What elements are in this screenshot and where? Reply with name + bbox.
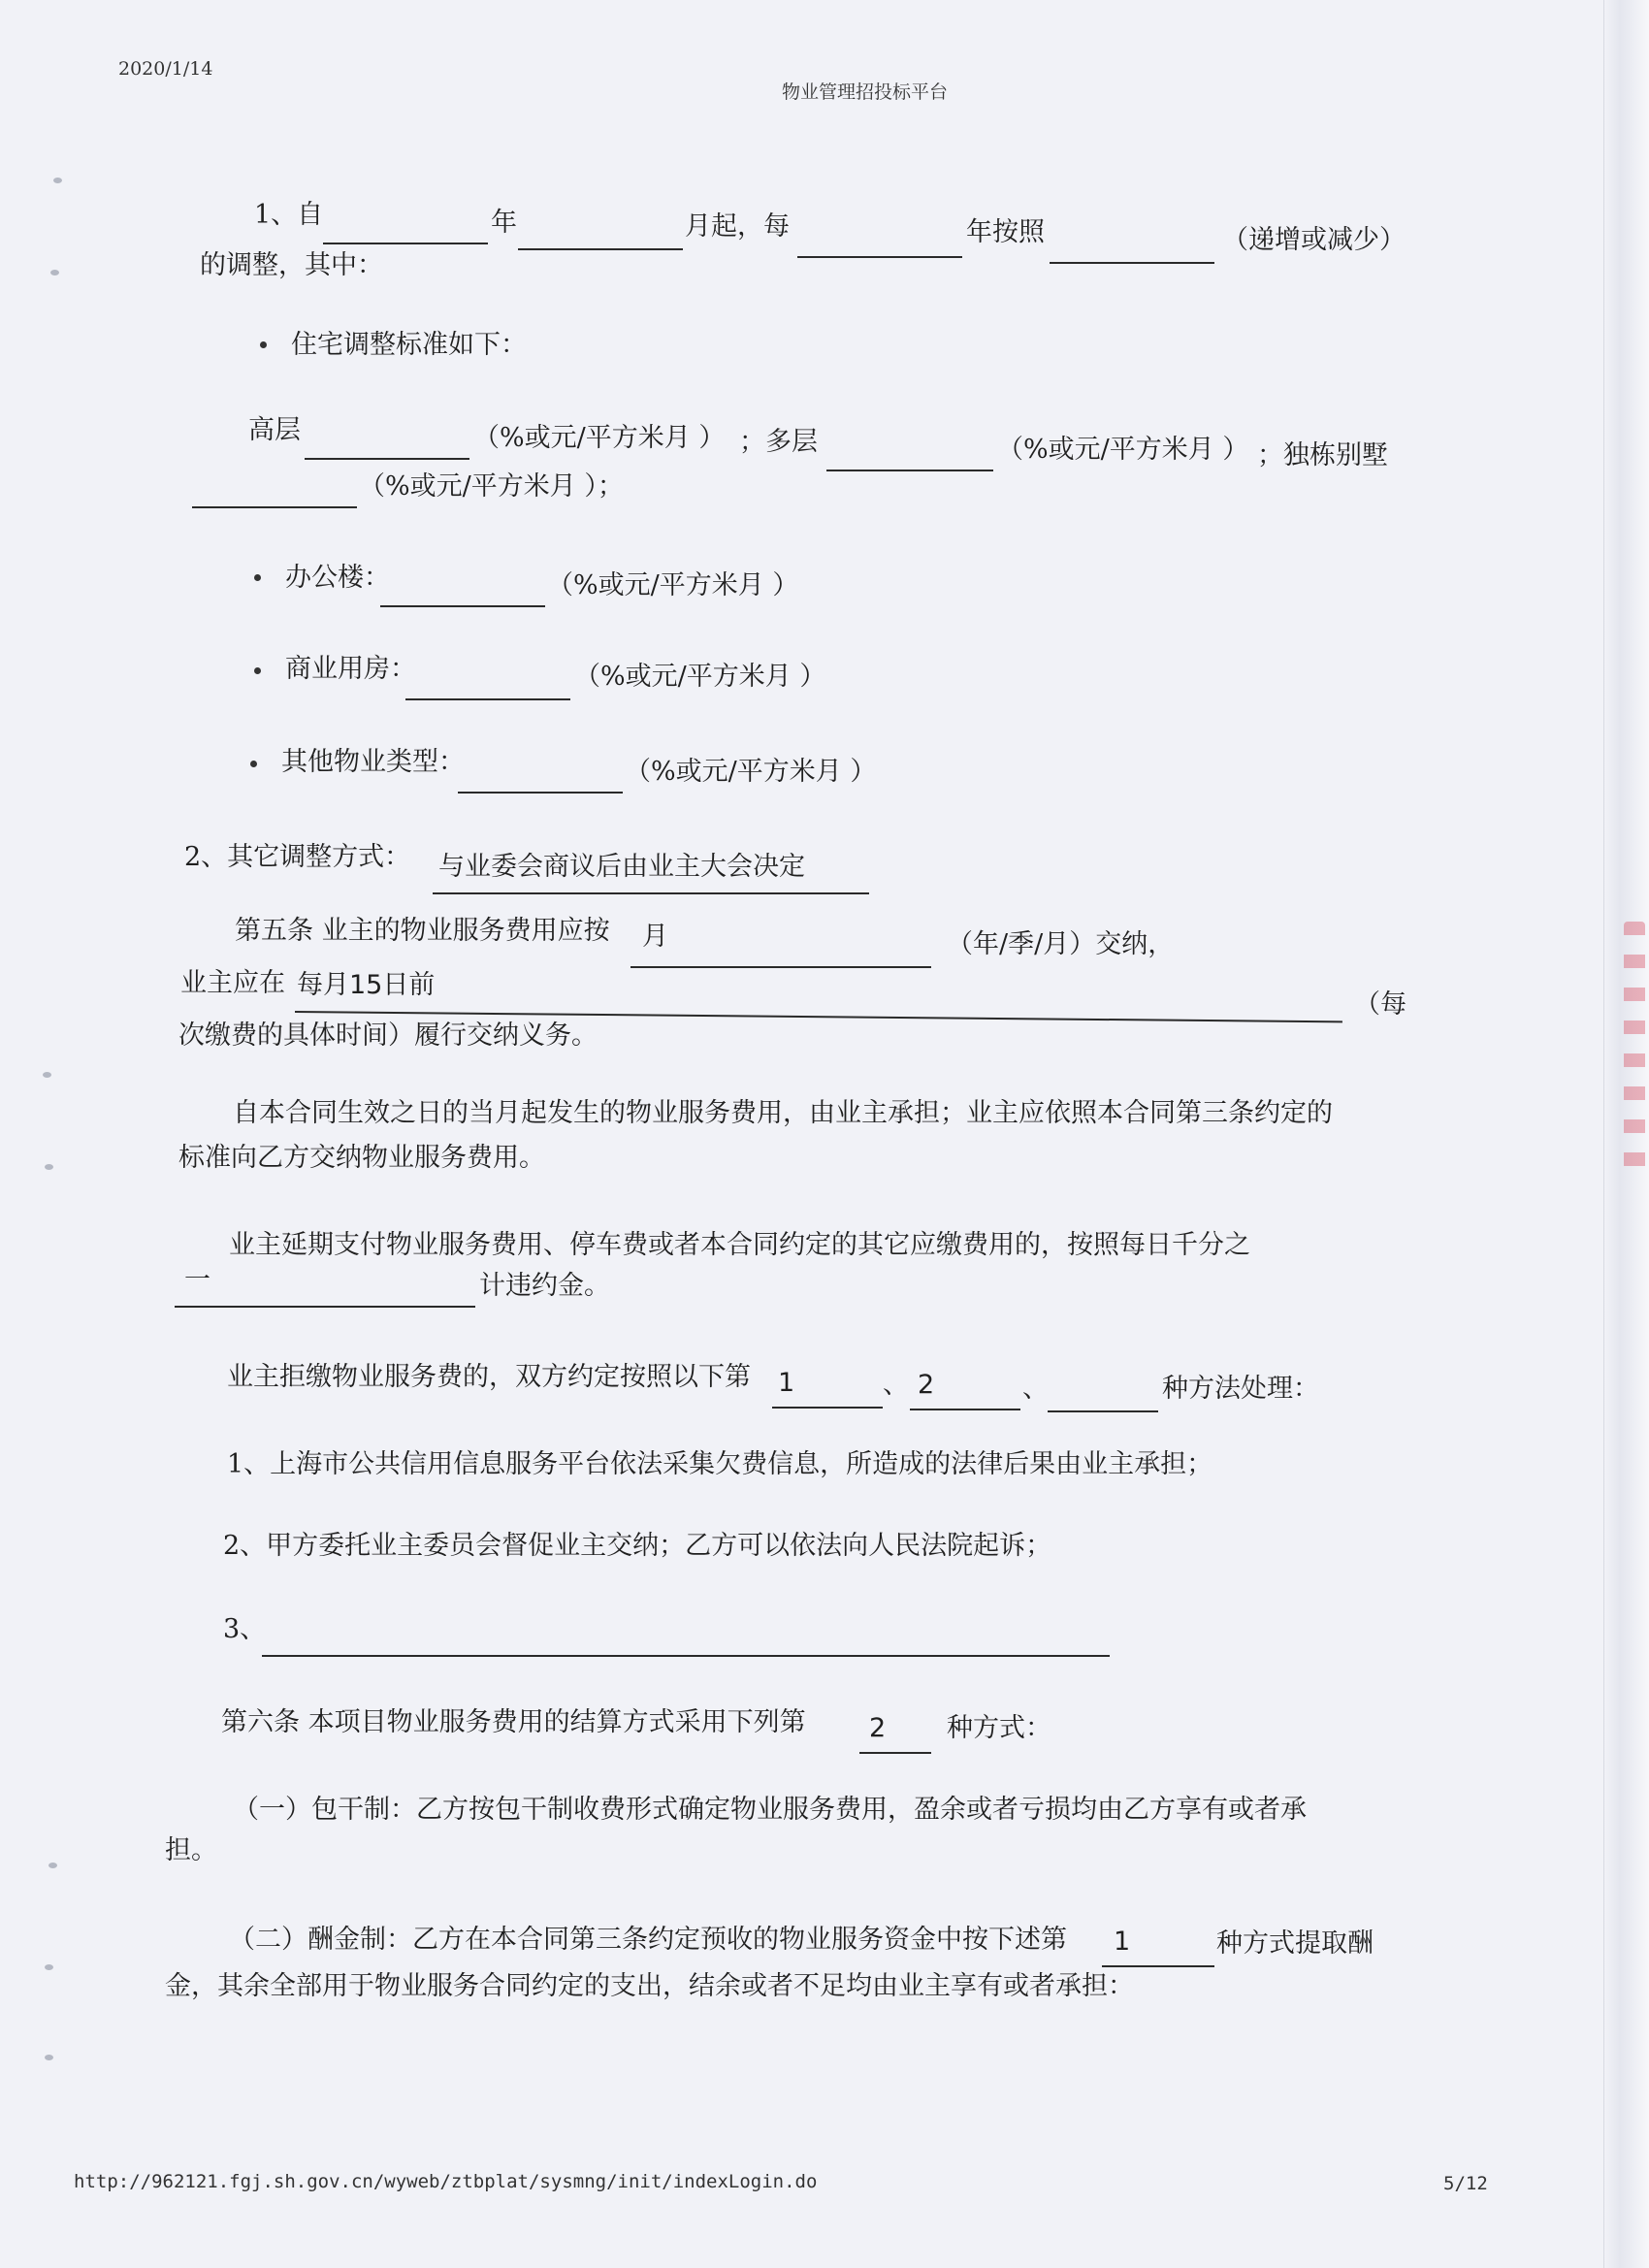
a6-p1-fill: 2 [869,1713,887,1743]
villa-label: ；独栋别墅 [1257,440,1388,470]
office-unit: （%或元/平方米月 ） [547,570,799,600]
highrise-label: 高层 [248,415,301,445]
blank-multistory [826,470,993,471]
bullet [250,761,257,767]
s1-line1-d: 年按照 [966,217,1045,247]
seal-stamp-fragment [1624,922,1645,1174]
page-number: 5/12 [1443,2173,1488,2194]
blank-method-2 [910,1409,1020,1410]
blank-settlement [859,1752,931,1754]
blank-pay-period [630,966,931,968]
a5-p8-b: 种方法处理： [1162,1374,1319,1404]
multistory-unit: （%或元/平方米月 ） [997,435,1249,465]
a5-p2-b: （每 [1354,989,1406,1020]
s1-line2: 的调整，其中： [200,250,383,280]
scan-dot [53,178,62,183]
a6-opt2-c: 金，其余全部用于物业服务合同约定的支出，结余或者不足均由业主享有或者承担： [165,1971,1134,2001]
a5-p2-a: 业主应在 [180,968,285,998]
blank-method-1 [772,1407,883,1409]
a5-p8-sep2: 、 [1022,1374,1049,1404]
blank-villa [192,506,357,508]
a5-p8-fill2: 2 [918,1370,935,1400]
a5-p8-sep1: 、 [883,1370,909,1400]
a6-opt1-a: （一）包干制：乙方按包干制收费形式确定物业服务费用，盈余或者亏损均由乙方享有或者承 [233,1795,1307,1825]
blank-commission [1102,1965,1214,1967]
villa-unit: （%或元/平方米月 ）； [359,471,624,502]
blank-commercial [405,698,570,700]
blank-rate [1050,262,1214,264]
a5-p7-fill: 一 [184,1265,210,1295]
s1-line1-a: 1、自 [254,200,324,230]
other-label: 其他物业类型： [281,747,465,777]
scan-dot [45,2055,53,2060]
bullet [260,341,267,348]
bullet [254,574,261,581]
blank-start-month [518,248,683,250]
other-unit: （%或元/平方米月 ） [625,757,877,787]
blank-s2 [433,892,869,894]
s2-value: 与业委会商议后由业主大会决定 [438,852,805,882]
s1-line1-b: 年 [491,208,517,238]
blank-penalty [175,1306,475,1308]
commercial-label: 商业用房： [285,654,416,684]
s2-label: 2、其它调整方式： [184,842,411,872]
scan-dot [50,270,59,275]
blank-highrise [305,458,469,460]
blank-other [458,792,623,794]
blank-office [380,605,545,607]
a6-opt2-fill: 1 [1114,1927,1131,1957]
highrise-unit: （%或元/平方米月 ） [473,423,726,453]
commercial-unit: （%或元/平方米月 ） [574,662,826,692]
a6-p1-b: 种方式： [947,1713,1051,1743]
residential-heading: 住宅调整标准如下： [291,330,527,360]
a5-p1-fill: 月 [642,922,668,952]
blank-method-3 [1048,1410,1158,1412]
a5-p1-b: （年/季/月）交纳， [947,929,1175,959]
a5-p8-fill1: 1 [778,1368,795,1398]
scan-dot [45,1964,53,1970]
a5-p5: 标准向乙方交纳物业服务费用。 [178,1143,545,1173]
a5-p8-a: 业主拒缴物业服务费的，双方约定按照以下第 [227,1362,751,1392]
a5-p1-a: 第五条 业主的物业服务费用应按 [235,916,610,946]
scan-dot [45,1164,53,1170]
blank-method-other [262,1655,1110,1657]
s1-line1-c: 月起，每 [685,211,790,242]
print-date: 2020/1/14 [118,58,213,80]
multistory-label: ；多层 [739,427,818,457]
site-title: 物业管理招投标平台 [782,81,949,103]
a5-p2-fill: 每月15日前 [297,970,436,1000]
scan-dot [48,1863,57,1868]
a6-opt2-a: （二）酬金制：乙方在本合同第三条约定预收的物业服务资金中按下述第 [229,1925,1067,1955]
footer-url: http://962121.fgj.sh.gov.cn/wyweb/ztbplat/sysmng/init/indexLogin.do [74,2171,818,2192]
scan-dot [43,1072,51,1078]
blank-every-years [797,256,962,258]
office-label: 办公楼： [285,563,390,593]
a5-p4: 自本合同生效之日的当月起发生的物业服务费用，由业主承担；业主应依照本合同第三条约定的 [233,1098,1333,1128]
method-3: 3、 [223,1614,267,1644]
bullet [254,667,261,674]
a6-opt1-b: 担。 [165,1835,217,1865]
method-2: 2、甲方委托业主委员会督促业主交纳；乙方可以依法向人民法院起诉； [223,1531,1052,1561]
a5-p6: 业主延期支付物业服务费用、停车费或者本合同约定的其它应缴费用的，按照每日千分之 [229,1230,1250,1260]
a5-p7-b: 计违约金。 [479,1271,610,1301]
a6-p1-a: 第六条 本项目物业服务费用的结算方式采用下列第 [221,1707,806,1737]
blank-start-year [323,243,488,244]
s1-line1-e: （递增或减少） [1222,225,1406,255]
a5-p3: 次缴费的具体时间）履行交纳义务。 [178,1021,598,1051]
method-1: 1、上海市公共信用信息服务平台依法采集欠费信息，所造成的法律后果由业主承担； [227,1449,1213,1479]
a6-opt2-b: 种方式提取酬 [1216,1928,1374,1959]
